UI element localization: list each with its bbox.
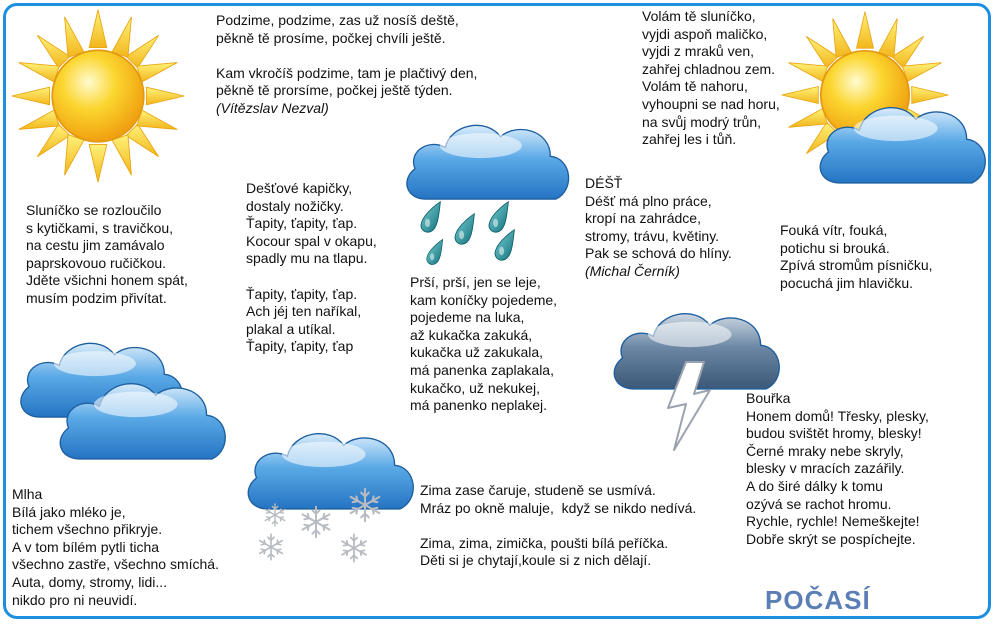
poem-line: Bílá jako mléko je, (12, 503, 126, 520)
poem-line: Černé mraky nebe skryly, (746, 442, 904, 459)
poem-line: vyhoupni se nad horu, (642, 95, 780, 112)
poem-line: spadly mu na tlapu. (246, 250, 368, 267)
poem-line (420, 517, 696, 535)
poem-line: Zima zase čaruje, studeně se usmívá. (420, 482, 656, 498)
poem-line: ozývá se rachot hromu. (746, 495, 892, 512)
poem-vitr (780, 222, 933, 292)
poem-line: A do širé dálky k tomu (746, 477, 883, 494)
poem-line: kropí na zahrádce, (585, 210, 701, 227)
drop-icon (452, 212, 478, 246)
poem-line: Ťapity, ťapity, ťap (246, 338, 354, 355)
snowflake-icon (262, 502, 288, 528)
poem-line: Sluníčko se rozloučilo (26, 202, 162, 218)
poem-line: Dešťové kapičky, (246, 180, 353, 196)
poem-line: na svůj modrý trůn, (642, 113, 762, 130)
poem-line: Kam vkročíš podzime, tam je plačtivý den, (216, 64, 478, 81)
poem-line: Zpívá stromům písničku, (780, 257, 933, 274)
snowflake-icon (298, 504, 334, 540)
poem-line: vyjdi aspoň maličko, (642, 25, 768, 42)
poem-line: dostaly nožičky. (246, 197, 344, 214)
poem-line: pojedeme na luka, (410, 309, 525, 326)
snowflake-icon (256, 532, 286, 562)
poem-line: vyjdi z mraků ven, (642, 43, 755, 60)
poem-line: Pak se schová do hlíny. (585, 245, 732, 262)
poem-line: Bouřka (746, 390, 791, 406)
poem-line: Ach jéj ten naříkal, (246, 303, 362, 320)
poem-line (216, 47, 477, 65)
poem-line: Volám tě nahoru, (642, 78, 748, 95)
poem-line: plakal a utíkal. (246, 320, 336, 337)
poem-line: Podzime, podzime, zas už nosíš deště, (216, 12, 459, 28)
poem-kapicky (246, 180, 377, 356)
poem-line: zahřej les i tůň. (642, 131, 737, 148)
poem-line: Děti si je chytají,koule si z nich dělají. (420, 552, 652, 569)
poem-line: tichem všechno přikryje. (12, 521, 163, 538)
poem-line: všechno zastře, všechno smíchá. (12, 556, 219, 573)
poem-line: pěkně tě prorsíme, počkej ještě týden. (216, 82, 453, 99)
snowflake-icon (338, 532, 370, 564)
poem-line: má panenka zaplakala, (410, 361, 554, 378)
poem-podzim (216, 12, 477, 118)
poem-line: zahřej chladnou zem. (642, 60, 776, 77)
poem-dest (585, 175, 732, 281)
poem-line: Volám tě sluníčko, (642, 8, 756, 24)
poem-line: DÉŠŤ (585, 175, 623, 191)
poem-bourka (746, 390, 929, 548)
poem-line: Mlha (12, 486, 43, 502)
poem-line: Dobře skrýt se pospíchejte. (746, 530, 916, 547)
poem-slunicko-volam (642, 8, 780, 149)
drop-icon (424, 238, 446, 266)
poem-line: kam koníčky pojedeme, (410, 291, 558, 308)
poem-line: Jděte všichni honem spát, (26, 272, 188, 289)
poem-line: pěkně tě prosíme, počkej chvíli ještě. (216, 29, 446, 46)
poem-line: musím podzim přivítat. (26, 289, 167, 306)
poem-line: Prší, prší, jen se leje, (410, 274, 541, 290)
poem-line: A v tom bílém pytli ticha (12, 538, 160, 555)
snowflake-icon (346, 486, 384, 524)
poem-slunicko-rozloucilo (26, 202, 188, 308)
poem-line: Auta, domy, stromy, lidi... (12, 573, 168, 590)
poem-line: Déšť má plno práce, (585, 192, 712, 209)
poem-line: má panenko neplakej. (410, 397, 547, 414)
poem-line: kukačko, už nekukej, (410, 379, 540, 396)
poem-line: Ťapity, ťapity, ťap. (246, 215, 358, 232)
poem-line: pocuchá jim hlavičku. (780, 274, 914, 291)
poem-line: Zima, zima, zimička, poušti bílá peříčka. (420, 534, 669, 551)
poem-line: Mráz po okně maluje, když se nikdo nedívá. (420, 499, 697, 516)
poem-line: Fouká vítr, fouká, (780, 222, 888, 238)
poem-line: potichu si brouká. (780, 239, 890, 256)
poem-line: kukačka už zakukala, (410, 344, 544, 361)
poem-line: na cestu jim zamávalo (26, 237, 165, 254)
poem-author: (Vítězslav Nezval) (216, 99, 329, 116)
poem-line: Rychle, rychle! Nemeškejte! (746, 513, 920, 530)
poem-line: nikdo pro ni neuvidí. (12, 591, 138, 608)
poem-prsi (410, 274, 557, 415)
poem-line: stromy, trávu, květiny. (585, 227, 720, 244)
lightning-icon (660, 360, 714, 452)
poem-line: Kocour spal v okapu, (246, 232, 377, 249)
poem-line: paprskovouo ručičkou. (26, 254, 167, 271)
drop-icon (492, 228, 518, 262)
poem-mlha (12, 486, 219, 609)
poem-author: (Michal Černík) (585, 262, 680, 279)
poem-line: Honem domů! Třesky, plesky, (746, 407, 929, 424)
poem-line: budou svištět hromy, blesky! (746, 425, 922, 442)
page-title: POČASÍ (765, 585, 871, 615)
rain-cloud-icon (398, 110, 578, 208)
cloud-icon (52, 368, 234, 468)
poem-line: až kukačka zakuká, (410, 326, 533, 343)
poem-zima (420, 482, 696, 570)
poem-line: Ťapity, ťapity, ťap. (246, 285, 358, 302)
poem-line: s kytičkami, s travičkou, (26, 219, 174, 236)
poem-line (246, 268, 377, 286)
drop-icon (418, 200, 444, 234)
sun-icon (10, 8, 186, 184)
cloud-icon (812, 92, 994, 192)
poem-line: blesky v mracích zazářily. (746, 460, 905, 477)
